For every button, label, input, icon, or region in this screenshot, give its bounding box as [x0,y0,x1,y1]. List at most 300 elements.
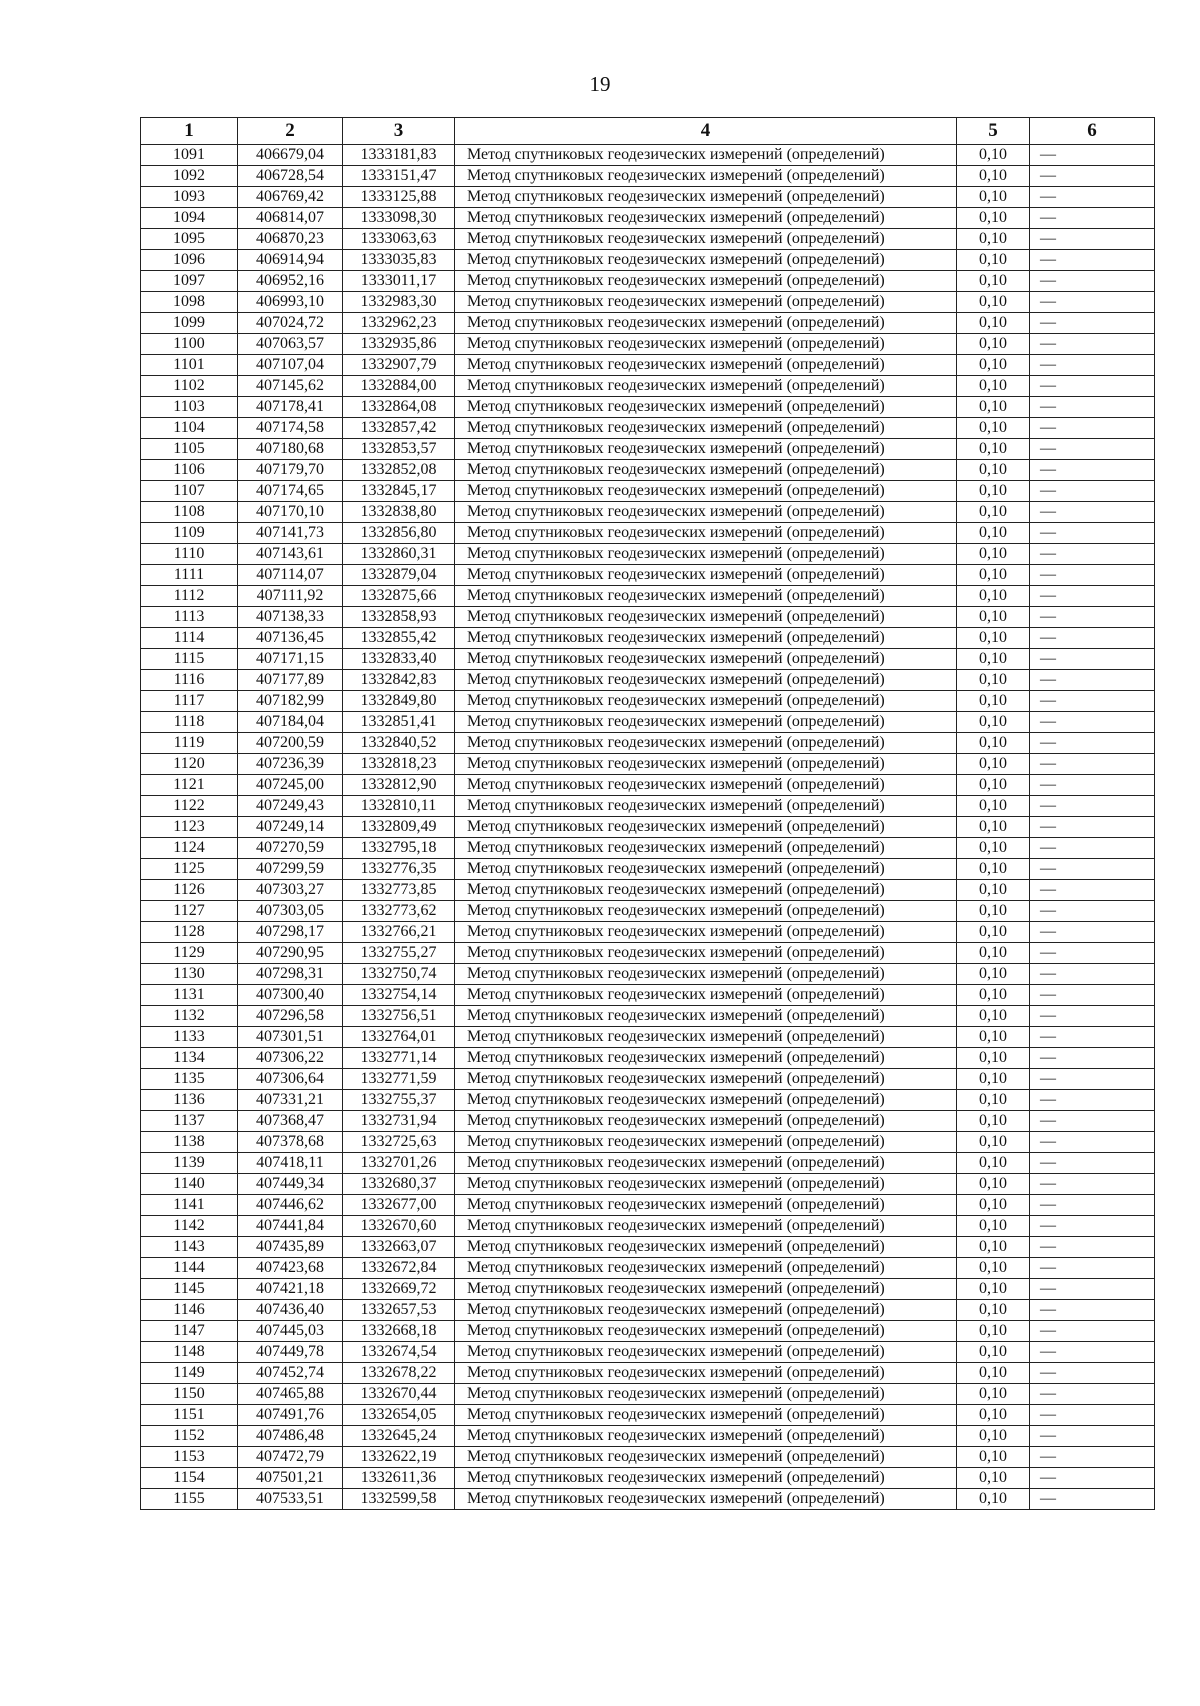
y-coordinate-cell: 1332864,08 [343,397,455,418]
accuracy-cell: 0,10 [957,922,1030,943]
table-row [141,901,1155,922]
point-number-cell: 1126 [141,880,238,901]
page-number: 19 [589,72,611,96]
method-cell: Метод спутниковых геодезических измерений (определений) [455,1216,957,1237]
method-cell: Метод спутниковых геодезических измерений (определений) [455,418,957,439]
table-row [141,1321,1155,1342]
accuracy-cell: 0,10 [957,502,1030,523]
x-coordinate-cell: 407300,40 [238,985,343,1006]
method-cell: Метод спутниковых геодезических измерений (определений) [455,670,957,691]
point-number-cell: 1092 [141,166,238,187]
method-cell: Метод спутниковых геодезических измерений (определений) [455,1489,957,1510]
table-row [141,1069,1155,1090]
table-row [141,1489,1155,1510]
accuracy-cell: 0,10 [957,817,1030,838]
point-number-cell: 1152 [141,1426,238,1447]
table-row [141,1300,1155,1321]
accuracy-cell: 0,10 [957,985,1030,1006]
x-coordinate-cell: 407331,21 [238,1090,343,1111]
x-coordinate-cell: 407063,57 [238,334,343,355]
point-number-cell: 1140 [141,1174,238,1195]
accuracy-cell: 0,10 [957,1300,1030,1321]
accuracy-cell: 0,10 [957,292,1030,313]
note-cell: — [1030,1468,1155,1489]
x-coordinate-cell: 407452,74 [238,1363,343,1384]
accuracy-cell: 0,10 [957,1027,1030,1048]
x-coordinate-cell: 407368,47 [238,1111,343,1132]
point-number-cell: 1112 [141,586,238,607]
accuracy-cell: 0,10 [957,1153,1030,1174]
method-cell: Метод спутниковых геодезических измерений (определений) [455,145,957,166]
table-row [141,544,1155,565]
table-row [141,439,1155,460]
x-coordinate-cell: 407423,68 [238,1258,343,1279]
header-cell-2: 2 [238,118,343,145]
note-cell: — [1030,691,1155,712]
x-coordinate-cell: 407421,18 [238,1279,343,1300]
point-number-cell: 1141 [141,1195,238,1216]
y-coordinate-cell: 1332858,93 [343,607,455,628]
table-row [141,523,1155,544]
note-cell: — [1030,1027,1155,1048]
table-row [141,1426,1155,1447]
point-number-cell: 1105 [141,439,238,460]
point-number-cell: 1100 [141,334,238,355]
y-coordinate-cell: 1333011,17 [343,271,455,292]
method-cell: Метод спутниковых геодезических измерений (определений) [455,1363,957,1384]
y-coordinate-cell: 1332755,37 [343,1090,455,1111]
accuracy-cell: 0,10 [957,1090,1030,1111]
y-coordinate-cell: 1332860,31 [343,544,455,565]
table-row [141,1048,1155,1069]
note-cell: — [1030,775,1155,796]
note-cell: — [1030,796,1155,817]
method-cell: Метод спутниковых геодезических измерений (определений) [455,1384,957,1405]
x-coordinate-cell: 407306,64 [238,1069,343,1090]
method-cell: Метод спутниковых геодезических измерений (определений) [455,607,957,628]
method-cell: Метод спутниковых геодезических измерений (определений) [455,901,957,922]
x-coordinate-cell: 407465,88 [238,1384,343,1405]
x-coordinate-cell: 406814,07 [238,208,343,229]
accuracy-cell: 0,10 [957,943,1030,964]
x-coordinate-cell: 407145,62 [238,376,343,397]
point-number-cell: 1097 [141,271,238,292]
note-cell: — [1030,607,1155,628]
table-row [141,964,1155,985]
y-coordinate-cell: 1332672,84 [343,1258,455,1279]
table-row [141,187,1155,208]
x-coordinate-cell: 407491,76 [238,1405,343,1426]
note-cell: — [1030,460,1155,481]
note-cell: — [1030,1048,1155,1069]
y-coordinate-cell: 1332670,60 [343,1216,455,1237]
y-coordinate-cell: 1332857,42 [343,418,455,439]
point-number-cell: 1149 [141,1363,238,1384]
accuracy-cell: 0,10 [957,1384,1030,1405]
accuracy-cell: 0,10 [957,544,1030,565]
point-number-cell: 1145 [141,1279,238,1300]
x-coordinate-cell: 407306,22 [238,1048,343,1069]
point-number-cell: 1125 [141,859,238,880]
x-coordinate-cell: 407136,45 [238,628,343,649]
method-cell: Метод спутниковых геодезических измерений (определений) [455,229,957,250]
y-coordinate-cell: 1332678,22 [343,1363,455,1384]
method-cell: Метод спутниковых геодезических измерений (определений) [455,1279,957,1300]
x-coordinate-cell: 407472,79 [238,1447,343,1468]
point-number-cell: 1113 [141,607,238,628]
y-coordinate-cell: 1332731,94 [343,1111,455,1132]
y-coordinate-cell: 1332771,59 [343,1069,455,1090]
note-cell: — [1030,229,1155,250]
header-cell-3: 3 [343,118,455,145]
accuracy-cell: 0,10 [957,1426,1030,1447]
x-coordinate-cell: 406952,16 [238,271,343,292]
method-cell: Метод спутниковых геодезических измерений (определений) [455,187,957,208]
note-cell: — [1030,901,1155,922]
table-row [141,1447,1155,1468]
method-cell: Метод спутниковых геодезических измерений (определений) [455,733,957,754]
note-cell: — [1030,1258,1155,1279]
x-coordinate-cell: 407174,65 [238,481,343,502]
y-coordinate-cell: 1332622,19 [343,1447,455,1468]
table-row [141,397,1155,418]
method-cell: Метод спутниковых геодезических измерений (определений) [455,397,957,418]
table-row [141,1405,1155,1426]
x-coordinate-cell: 407171,15 [238,649,343,670]
note-cell: — [1030,1174,1155,1195]
note-cell: — [1030,397,1155,418]
point-number-cell: 1153 [141,1447,238,1468]
x-coordinate-cell: 407111,92 [238,586,343,607]
point-number-cell: 1138 [141,1132,238,1153]
x-coordinate-cell: 407303,27 [238,880,343,901]
accuracy-cell: 0,10 [957,481,1030,502]
accuracy-cell: 0,10 [957,1174,1030,1195]
accuracy-cell: 0,10 [957,1363,1030,1384]
table-row [141,271,1155,292]
note-cell: — [1030,754,1155,775]
coordinates-table [140,117,1155,1510]
table-row [141,838,1155,859]
point-number-cell: 1102 [141,376,238,397]
table-row [141,712,1155,733]
note-cell: — [1030,544,1155,565]
note-cell: — [1030,1195,1155,1216]
method-cell: Метод спутниковых геодезических измерений (определений) [455,565,957,586]
y-coordinate-cell: 1332654,05 [343,1405,455,1426]
note-cell: — [1030,838,1155,859]
note-cell: — [1030,1342,1155,1363]
note-cell: — [1030,271,1155,292]
header-cell-6: 6 [1030,118,1155,145]
accuracy-cell: 0,10 [957,1216,1030,1237]
point-number-cell: 1117 [141,691,238,712]
note-cell: — [1030,1153,1155,1174]
method-cell: Метод спутниковых геодезических измерений (определений) [455,985,957,1006]
table-row [141,922,1155,943]
accuracy-cell: 0,10 [957,586,1030,607]
method-cell: Метод спутниковых геодезических измерений (определений) [455,796,957,817]
table-row [141,481,1155,502]
point-number-cell: 1119 [141,733,238,754]
note-cell: — [1030,502,1155,523]
point-number-cell: 1111 [141,565,238,586]
accuracy-cell: 0,10 [957,733,1030,754]
accuracy-cell: 0,10 [957,1258,1030,1279]
point-number-cell: 1143 [141,1237,238,1258]
accuracy-cell: 0,10 [957,208,1030,229]
y-coordinate-cell: 1332766,21 [343,922,455,943]
method-cell: Метод спутниковых геодезических измерений (определений) [455,1258,957,1279]
note-cell: — [1030,334,1155,355]
method-cell: Метод спутниковых геодезических измерений (определений) [455,1006,957,1027]
note-cell: — [1030,208,1155,229]
method-cell: Метод спутниковых геодезических измерений (определений) [455,544,957,565]
x-coordinate-cell: 407298,17 [238,922,343,943]
point-number-cell: 1127 [141,901,238,922]
header-cell-4: 4 [455,118,957,145]
y-coordinate-cell: 1332677,00 [343,1195,455,1216]
point-number-cell: 1106 [141,460,238,481]
x-coordinate-cell: 407533,51 [238,1489,343,1510]
note-cell: — [1030,418,1155,439]
accuracy-cell: 0,10 [957,1237,1030,1258]
x-coordinate-cell: 407435,89 [238,1237,343,1258]
method-cell: Метод спутниковых геодезических измерений (определений) [455,838,957,859]
accuracy-cell: 0,10 [957,334,1030,355]
x-coordinate-cell: 407107,04 [238,355,343,376]
method-cell: Метод спутниковых геодезических измерений (определений) [455,1174,957,1195]
table-row [141,502,1155,523]
x-coordinate-cell: 407024,72 [238,313,343,334]
y-coordinate-cell: 1333181,83 [343,145,455,166]
note-cell: — [1030,922,1155,943]
y-coordinate-cell: 1332879,04 [343,565,455,586]
note-cell: — [1030,1216,1155,1237]
method-cell: Метод спутниковых геодезических измерений (определений) [455,376,957,397]
table-row [141,1384,1155,1405]
x-coordinate-cell: 407298,31 [238,964,343,985]
y-coordinate-cell: 1333151,47 [343,166,455,187]
table-row [141,775,1155,796]
method-cell: Метод спутниковых геодезических измерений (определений) [455,313,957,334]
point-number-cell: 1121 [141,775,238,796]
note-cell: — [1030,1111,1155,1132]
x-coordinate-cell: 407143,61 [238,544,343,565]
point-number-cell: 1118 [141,712,238,733]
accuracy-cell: 0,10 [957,229,1030,250]
method-cell: Метод спутниковых геодезических измерений (определений) [455,1132,957,1153]
table-row [141,460,1155,481]
method-cell: Метод спутниковых геодезических измерений (определений) [455,166,957,187]
table-row [141,985,1155,1006]
accuracy-cell: 0,10 [957,964,1030,985]
method-cell: Метод спутниковых геодезических измерений (определений) [455,271,957,292]
table-body [141,145,1155,1510]
point-number-cell: 1110 [141,544,238,565]
y-coordinate-cell: 1332849,80 [343,691,455,712]
y-coordinate-cell: 1332611,36 [343,1468,455,1489]
point-number-cell: 1104 [141,418,238,439]
table-row [141,418,1155,439]
note-cell: — [1030,166,1155,187]
point-number-cell: 1091 [141,145,238,166]
note-cell: — [1030,1384,1155,1405]
note-cell: — [1030,187,1155,208]
accuracy-cell: 0,10 [957,628,1030,649]
accuracy-cell: 0,10 [957,691,1030,712]
table-row [141,943,1155,964]
point-number-cell: 1108 [141,502,238,523]
x-coordinate-cell: 407296,58 [238,1006,343,1027]
y-coordinate-cell: 1333098,30 [343,208,455,229]
point-number-cell: 1137 [141,1111,238,1132]
method-cell: Метод спутниковых геодезических измерений (определений) [455,1111,957,1132]
point-number-cell: 1101 [141,355,238,376]
point-number-cell: 1129 [141,943,238,964]
method-cell: Метод спутниковых геодезических измерений (определений) [455,1468,957,1489]
accuracy-cell: 0,10 [957,355,1030,376]
method-cell: Метод спутниковых геодезических измерений (определений) [455,1300,957,1321]
accuracy-cell: 0,10 [957,376,1030,397]
accuracy-cell: 0,10 [957,1111,1030,1132]
accuracy-cell: 0,10 [957,313,1030,334]
note-cell: — [1030,1069,1155,1090]
x-coordinate-cell: 406870,23 [238,229,343,250]
accuracy-cell: 0,10 [957,166,1030,187]
method-cell: Метод спутниковых геодезических измерений (определений) [455,691,957,712]
table-row [141,334,1155,355]
method-cell: Метод спутниковых геодезических измерений (определений) [455,817,957,838]
table-row [141,313,1155,334]
y-coordinate-cell: 1332599,58 [343,1489,455,1510]
x-coordinate-cell: 407303,05 [238,901,343,922]
accuracy-cell: 0,10 [957,187,1030,208]
note-cell: — [1030,1006,1155,1027]
y-coordinate-cell: 1333063,63 [343,229,455,250]
point-number-cell: 1122 [141,796,238,817]
x-coordinate-cell: 407178,41 [238,397,343,418]
method-cell: Метод спутниковых геодезических измерений (определений) [455,754,957,775]
y-coordinate-cell: 1332842,83 [343,670,455,691]
method-cell: Метод спутниковых геодезических измерений (определений) [455,460,957,481]
y-coordinate-cell: 1332875,66 [343,586,455,607]
x-coordinate-cell: 407114,07 [238,565,343,586]
y-coordinate-cell: 1332773,62 [343,901,455,922]
point-number-cell: 1094 [141,208,238,229]
x-coordinate-cell: 407179,70 [238,460,343,481]
y-coordinate-cell: 1332851,41 [343,712,455,733]
note-cell: — [1030,1132,1155,1153]
y-coordinate-cell: 1332776,35 [343,859,455,880]
note-cell: — [1030,628,1155,649]
note-cell: — [1030,1447,1155,1468]
table-row [141,208,1155,229]
x-coordinate-cell: 407177,89 [238,670,343,691]
note-cell: — [1030,943,1155,964]
x-coordinate-cell: 407174,58 [238,418,343,439]
method-cell: Метод спутниковых геодезических измерений (определений) [455,208,957,229]
method-cell: Метод спутниковых геодезических измерений (определений) [455,775,957,796]
accuracy-cell: 0,10 [957,1405,1030,1426]
y-coordinate-cell: 1332856,80 [343,523,455,544]
method-cell: Метод спутниковых геодезических измерений (определений) [455,1195,957,1216]
table-header [141,118,1155,145]
header-cell-5: 5 [957,118,1030,145]
accuracy-cell: 0,10 [957,1132,1030,1153]
accuracy-cell: 0,10 [957,439,1030,460]
y-coordinate-cell: 1332853,57 [343,439,455,460]
table-row [141,1258,1155,1279]
table-row [141,1237,1155,1258]
point-number-cell: 1148 [141,1342,238,1363]
point-number-cell: 1116 [141,670,238,691]
method-cell: Метод спутниковых геодезических измерений (определений) [455,1153,957,1174]
method-cell: Метод спутниковых геодезических измерений (определений) [455,502,957,523]
y-coordinate-cell: 1332773,85 [343,880,455,901]
y-coordinate-cell: 1332669,72 [343,1279,455,1300]
method-cell: Метод спутниковых геодезических измерений (определений) [455,1342,957,1363]
note-cell: — [1030,880,1155,901]
y-coordinate-cell: 1332657,53 [343,1300,455,1321]
point-number-cell: 1107 [141,481,238,502]
method-cell: Метод спутниковых геодезических измерений (определений) [455,1090,957,1111]
point-number-cell: 1142 [141,1216,238,1237]
note-cell: — [1030,649,1155,670]
accuracy-cell: 0,10 [957,1195,1030,1216]
point-number-cell: 1114 [141,628,238,649]
note-cell: — [1030,376,1155,397]
accuracy-cell: 0,10 [957,523,1030,544]
accuracy-cell: 0,10 [957,1048,1030,1069]
x-coordinate-cell: 407170,10 [238,502,343,523]
table-row [141,1216,1155,1237]
point-number-cell: 1120 [141,754,238,775]
y-coordinate-cell: 1332812,90 [343,775,455,796]
point-number-cell: 1123 [141,817,238,838]
note-cell: — [1030,712,1155,733]
accuracy-cell: 0,10 [957,565,1030,586]
y-coordinate-cell: 1332884,00 [343,376,455,397]
table-row [141,1342,1155,1363]
accuracy-cell: 0,10 [957,1342,1030,1363]
table-row [141,292,1155,313]
note-cell: — [1030,586,1155,607]
note-cell: — [1030,1090,1155,1111]
table-row [141,586,1155,607]
y-coordinate-cell: 1332755,27 [343,943,455,964]
y-coordinate-cell: 1332680,37 [343,1174,455,1195]
accuracy-cell: 0,10 [957,880,1030,901]
y-coordinate-cell: 1332855,42 [343,628,455,649]
y-coordinate-cell: 1332840,52 [343,733,455,754]
note-cell: — [1030,355,1155,376]
accuracy-cell: 0,10 [957,397,1030,418]
table-row [141,250,1155,271]
table-row [141,1153,1155,1174]
table-row [141,880,1155,901]
accuracy-cell: 0,10 [957,775,1030,796]
accuracy-cell: 0,10 [957,670,1030,691]
x-coordinate-cell: 407501,21 [238,1468,343,1489]
method-cell: Метод спутниковых геодезических измерений (определений) [455,712,957,733]
point-number-cell: 1128 [141,922,238,943]
x-coordinate-cell: 406993,10 [238,292,343,313]
x-coordinate-cell: 407180,68 [238,439,343,460]
x-coordinate-cell: 407184,04 [238,712,343,733]
method-cell: Метод спутниковых геодезических измерений (определений) [455,1405,957,1426]
method-cell: Метод спутниковых геодезических измерений (определений) [455,481,957,502]
